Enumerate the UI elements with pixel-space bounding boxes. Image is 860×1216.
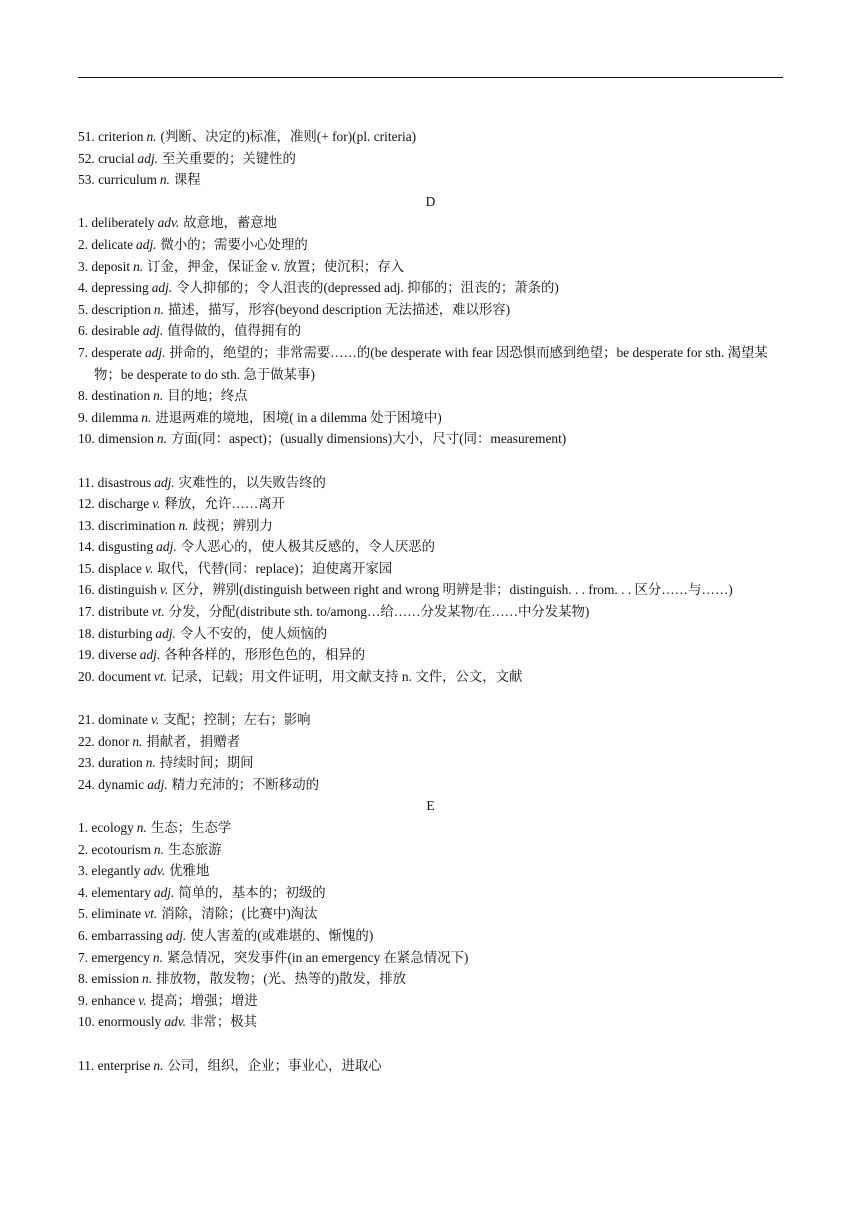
vocab-entry [78,407,783,429]
vocab-entry [78,234,783,256]
entry-definition: 目的地；终点 [167,388,248,404]
entry-part-of-speech: adj. [144,344,166,360]
vocab-entry [78,256,783,278]
entry-definition: 简单的，基本的；初级的 [178,884,326,900]
vocab-entry [78,428,783,450]
vocab-entry [78,860,783,882]
entry-word: desirable [91,323,140,339]
entry-part-of-speech: n. [142,971,153,987]
vocab-entry [78,623,783,645]
vocab-entry [78,925,783,947]
entry-number: 22. [78,733,95,749]
entry-definition: 排放物，散发物；(光、热等的)散发，排放 [156,971,407,987]
entry-part-of-speech: n. [141,409,152,425]
entry-word: elementary [91,884,151,900]
entry-part-of-speech: adj. [165,927,187,943]
entry-word: distribute [98,604,149,620]
entry-part-of-speech: v. [138,992,147,1008]
vocab-entry [78,342,783,385]
entry-number: 1. [78,820,89,835]
entry-part-of-speech: adj. [142,323,164,339]
entry-definition: 生态；生态学 [150,820,232,835]
entry-part-of-speech: n. [153,841,164,857]
entry-definition: 消除，清除；(比赛中)淘汰 [161,906,318,922]
entry-number: 1. [78,215,89,231]
entry-number: 9. [78,992,89,1008]
entry-definition: 故意地，蓄意地 [183,215,278,231]
entry-word: enterprise [97,1057,151,1073]
vocab-entry [78,493,783,515]
entry-word: ecology [91,820,134,835]
entry-word: dilemma [91,409,139,425]
entry-part-of-speech: v. [144,560,154,576]
entry-definition: 释放，允许……离开 [164,496,285,512]
entry-part-of-speech: n. [156,431,167,447]
entry-word: enhance [91,992,136,1008]
entry-number: 5. [78,906,89,922]
entry-number: 9. [78,409,89,425]
vocab-entry [78,126,783,148]
entry-number: 21. [78,712,95,728]
vocab-entry [78,731,783,753]
vocab-entry [78,385,783,407]
entry-definition: 分发，分配(distribute sth. to/among…给……分发某物/在……中分发某物) [168,604,590,620]
entry-number: 2. [78,841,89,857]
entry-definition: 非常；极其 [190,1014,257,1030]
entry-word: depressing [91,280,149,296]
vocab-entry [78,882,783,904]
entry-definition: 描述，描写，形容(beyond description 无法描述，难以形容) [167,301,511,317]
entry-part-of-speech: adj. [147,776,168,792]
entry-number: 6. [78,323,89,339]
entry-part-of-speech: adv. [157,215,180,231]
entry-number: 2. [78,236,89,252]
vocab-entry [78,644,783,666]
vocab-entry [78,472,783,494]
entry-word: donor [98,733,130,749]
entry-word: document [98,668,151,684]
entry-word: emission [91,971,140,987]
entry-part-of-speech: vt. [151,604,165,620]
entry-word: dominate [98,712,148,728]
entry-part-of-speech: adj. [153,884,175,900]
entry-number: 18. [78,625,95,641]
entry-number: 23. [78,755,95,771]
entry-part-of-speech: adv. [164,1014,187,1030]
vocab-entry [78,774,783,796]
vocab-entry [78,903,783,925]
entry-word: emergency [91,949,150,965]
entry-part-of-speech: adj. [155,625,176,641]
entry-part-of-speech: adv. [143,863,166,879]
entry-definition: 令人抑郁的；令人沮丧的(depressed adj. 抑郁的；沮丧的；萧条的) [176,280,559,296]
entry-number: 6. [78,927,89,943]
entry-word: displace [98,560,142,576]
entry-number: 16. [78,582,95,598]
entry-definition: 至关重要的；关键性的 [162,150,296,166]
entry-number: 19. [78,647,95,663]
vocab-entry [78,839,783,861]
entry-definition: 令人不安的，使人烦恼的 [179,625,328,641]
entry-word: destination [91,388,151,404]
entry-word: crucial [98,150,135,166]
entry-part-of-speech: v. [150,712,160,728]
entry-definition: 拼命的，绝望的；非常需要……的(be desperate with fear 因恐惧而感到绝望；be desperate for sth. 渴望某物；be desperate to do sth. 急于做某事) [94,344,768,382]
entry-part-of-speech: n. [132,733,143,749]
entry-definition: 令人恶心的，使人极其反感的，令人厌恶的 [180,539,436,555]
entry-word: criterion [98,129,144,144]
entry-part-of-speech: adj. [139,647,161,663]
vocabulary-list [78,126,783,1076]
entry-definition: 提高；增强；增进 [150,992,258,1008]
entry-number: 24. [78,776,95,792]
vocab-entry [78,968,783,990]
vocab-entry [78,212,783,234]
section-heading: E [426,798,435,814]
entry-number: 51. [78,129,95,144]
entry-number: 10. [78,1014,95,1030]
entry-word: enormously [98,1014,162,1030]
vocab-entry [78,320,783,342]
vocab-entry [78,817,783,839]
entry-part-of-speech: vt. [144,906,158,922]
entry-word: dynamic [98,776,145,792]
entry-definition: 精力充沛的；不断移动的 [171,776,319,792]
vocab-entry [78,1011,783,1033]
entry-word: desperate [91,344,142,360]
entry-definition: 订金，押金，保证金 v. 放置；使沉积；存入 [147,258,405,274]
entry-number: 7. [78,949,89,965]
entry-number: 8. [78,388,89,404]
entry-part-of-speech: n. [136,820,147,835]
entry-part-of-speech: v. [159,582,169,598]
entry-definition: 灾难性的，以失败告终的 [178,474,326,490]
entry-number: 4. [78,884,89,900]
entry-part-of-speech: n. [159,172,170,188]
entry-word: discharge [98,496,150,512]
entry-definition: 进退两难的境地，困境( in a dilemma 处于困境中) [155,409,442,425]
entry-number: 20. [78,668,95,684]
entry-number: 12. [78,496,95,512]
entry-word: deliberately [91,215,155,231]
vocab-entry [78,536,783,558]
entry-number: 53. [78,172,95,188]
entry-part-of-speech: v. [152,496,161,512]
entry-word: ecotourism [91,841,151,857]
entry-definition: 优雅地 [169,863,210,879]
entry-number: 4. [78,280,89,296]
entry-number: 14. [78,539,95,555]
vocab-entry [78,277,783,299]
entry-word: distinguish [98,582,157,598]
entry-part-of-speech: adj. [154,474,175,490]
group-spacer [78,1033,783,1055]
entry-definition: 课程 [173,172,201,188]
vocab-entry [78,601,783,623]
entry-part-of-speech: adj. [136,236,157,252]
vocab-entry [78,579,783,601]
entry-definition: 支配；控制；左右；影响 [163,712,311,728]
entry-word: curriculum [98,172,157,188]
entry-number: 3. [78,863,89,879]
vocab-entry [78,558,783,580]
vocab-entry [78,515,783,537]
entry-definition: 微小的；需要小心处理的 [160,236,308,252]
group-spacer [78,450,783,472]
entry-number: 13. [78,517,95,533]
entry-part-of-speech: n. [178,517,189,533]
entry-definition: 各种各样的，形形色色的，相异的 [164,647,366,663]
entry-number: 52. [78,150,95,166]
entry-part-of-speech: vt. [153,668,167,684]
entry-definition: 歧视；辨别力 [192,517,273,533]
entry-word: disgusting [98,539,154,555]
entry-definition: 公司，组织，企业；事业心，进取心 [167,1057,382,1073]
vocab-entry [78,666,783,688]
entry-definition: 值得做的，值得拥有的 [167,323,302,339]
entry-part-of-speech: adj. [151,280,173,296]
entry-word: deposit [91,258,131,274]
vocab-entry [78,299,783,321]
entry-part-of-speech: n. [133,258,144,274]
entry-number: 17. [78,604,95,620]
entry-word: delicate [91,236,134,252]
group-spacer [78,687,783,709]
entry-definition: 方面(同：aspect)；(usually dimensions)大小，尺寸(同：measurement) [170,431,567,447]
vocab-entry [78,709,783,731]
header-rule [78,77,783,78]
entry-number: 10. [78,431,95,447]
entry-part-of-speech: adj. [137,150,159,166]
entry-number: 3. [78,258,89,274]
entry-word: elegantly [91,863,141,879]
entry-number: 11. [78,1057,95,1073]
entry-part-of-speech: n. [146,129,157,144]
entry-definition: 取代，代替(同：replace)；迫使离开家园 [157,560,393,576]
entry-definition: 持续时间；期间 [159,755,254,771]
entry-part-of-speech: n. [153,388,164,404]
entry-word: eliminate [91,906,142,922]
entry-word: diverse [98,647,137,663]
entry-word: description [91,301,151,317]
entry-number: 7. [78,344,89,360]
entry-word: disastrous [97,474,152,490]
vocab-entry [78,752,783,774]
vocab-entry [78,947,783,969]
entry-definition: 区分，辨别(distinguish between right and wrong 明辨是非；distinguish. . . from. . . 区分……与……) [172,582,733,598]
entry-part-of-speech: n. [145,755,156,771]
entry-definition: 记录，记载；用文件证明，用文献支持 n. 文件，公文，文献 [170,668,523,684]
entry-word: dimension [98,431,154,447]
entry-part-of-speech: adj. [156,539,177,555]
entry-part-of-speech: n. [152,949,163,965]
entry-definition: 使人害羞的(或难堪的、惭愧的) [190,927,374,943]
entry-definition: (判断、决定的)标准，准则(+ for)(pl. criteria) [160,129,417,144]
vocab-entry [78,1055,783,1077]
entry-number: 8. [78,971,89,987]
vocab-entry [78,990,783,1012]
entry-word: discrimination [98,517,176,533]
entry-number: 11. [78,474,95,490]
entry-definition: 紧急情况，突发事件(in an emergency 在紧急情况下) [166,949,469,965]
entry-number: 15. [78,560,95,576]
entry-part-of-speech: n. [153,301,164,317]
section-heading: D [425,193,436,209]
entry-word: duration [98,755,143,771]
entry-definition: 捐献者，捐赠者 [146,733,241,749]
vocab-entry [78,169,783,191]
entry-definition: 生态旅游 [167,841,222,857]
entry-part-of-speech: n. [153,1057,164,1073]
vocab-entry [78,148,783,170]
entry-number: 5. [78,301,89,317]
entry-word: embarrassing [91,927,163,943]
entry-word: disturbing [98,625,153,641]
